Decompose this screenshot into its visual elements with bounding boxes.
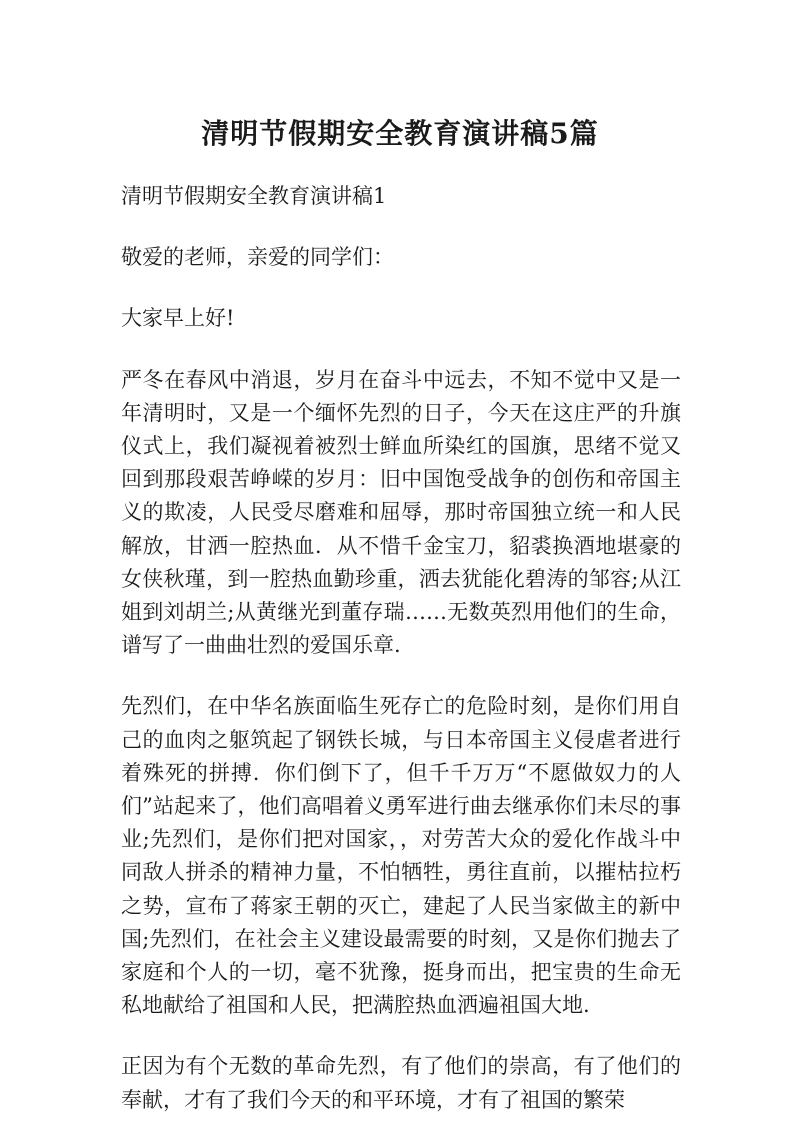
paragraph: 正因为有个无数的革命先烈，有了他们的崇高，有了他们的奉献，才有了我们今天的和平环境，才有了祖国的繁荣 — [121, 1054, 681, 1112]
document-body — [121, 180, 681, 1145]
paragraph: 先烈们，在中华名族面临生死存亡的危险时刻，是你们用自己的血肉之躯筑起了钢铁长城，与日本帝国主义侵虐者进行着殊死的拼搏．你们倒下了，但千千万万“不愿做奴力的人们”站起来了，他们高唱着义勇军进行曲去继承你们未尽的事业;先烈们，是你们把对国家，，对劳苦大众的爱化作战斗中同敌人拼杀的精神力量，不怕牺牲，勇往直前，以摧枯拉朽之势，宣布了蒋家王朝的灭亡，建起了人民当家做主的新中国;先烈们，在社会主义建设最需要的时刻，又是你们抛去了家庭和个人的一切，毫不犹豫，挺身而出，把宝贵的生命无私地献给了祖国和人民，把满腔热血洒遍祖国大地. — [121, 694, 681, 1018]
section-heading: 清明节假期安全教育演讲稿1 — [121, 184, 387, 208]
document-title: 清明节假期安全教育演讲稿5篇 — [201, 117, 599, 150]
paragraph: 严冬在春风中消退，岁月在奋斗中远去，不知不觉中又是一年清明时，又是一个缅怀先烈的日子，今天在这庄严的升旗仪式上，我们凝视着被烈士鲜血所染红的国旗，思绪不觉又回到那段艰苦峥嵘的岁月：旧中国饱受战争的创伤和帝国主义的欺凌，人民受尽磨难和屈辱，那时帝国独立统一和人民解放，甘洒一腔热血．从不惜千金宝刀，貂裘换酒地堪豪的女侠秋瑾，到一腔热血勤珍重，洒去犹能化碧涛的邹容;从江姐到刘胡兰;从黄继光到董存瑞……无数英烈用他们的生命，谱写了一曲曲壮烈的爱国乐章. — [121, 367, 681, 658]
greeting: 大家早上好! — [121, 306, 235, 331]
salutation: 敬爱的老师，亲爱的同学们： — [121, 245, 394, 270]
